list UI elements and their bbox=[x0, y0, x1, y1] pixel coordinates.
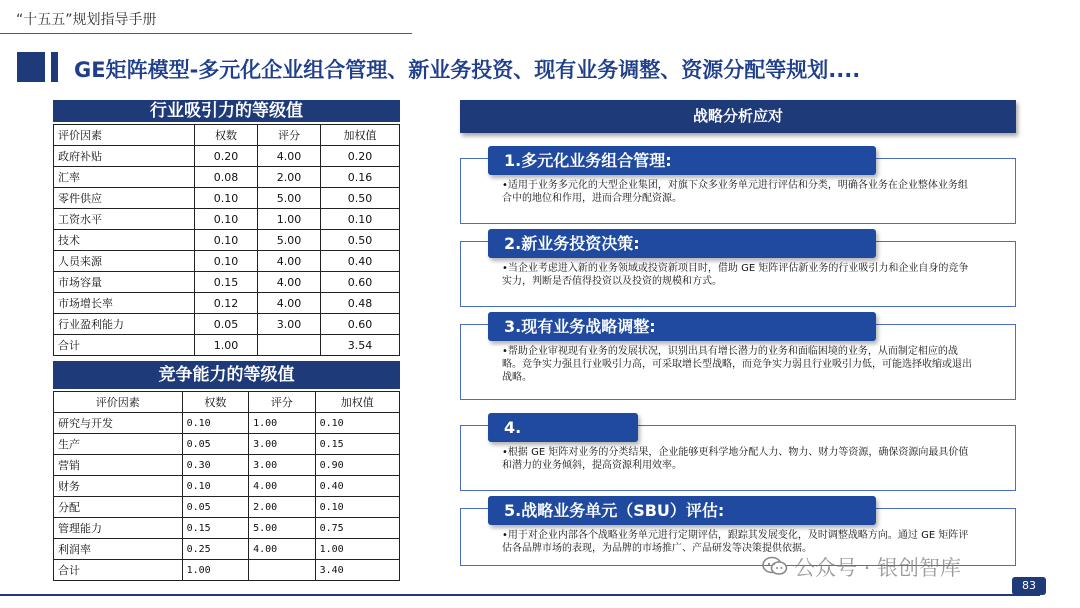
column-header: 评价因素 bbox=[54, 125, 195, 146]
table-cell: 汇率 bbox=[54, 167, 195, 188]
table-cell: 人员来源 bbox=[54, 251, 195, 272]
table-cell: 0.10 bbox=[182, 413, 248, 434]
table-cell: 1.00 bbox=[249, 413, 315, 434]
table-cell: 0.10 bbox=[182, 476, 248, 497]
table-cell: 4.00 bbox=[258, 146, 321, 167]
industry-attractiveness-table bbox=[53, 124, 400, 356]
table-row bbox=[54, 272, 400, 293]
table-cell: 0.16 bbox=[321, 167, 400, 188]
table-row bbox=[54, 539, 400, 560]
table-cell: 0.15 bbox=[195, 272, 258, 293]
header-divider bbox=[0, 33, 412, 34]
table-cell: 0.12 bbox=[195, 293, 258, 314]
strategy-card-3-body: •帮助企业审视现有业务的发展状况，识别出具有增长潜力的业务和面临困境的业务，从而制定相应的战略。竞争实力强且行业吸引力高，可采取增长型战略，而竞争实力弱且行业吸引力低，可能选择收缩或退出战略。 bbox=[502, 346, 972, 383]
table-cell: 4.00 bbox=[249, 539, 315, 560]
table-cell: 管理能力 bbox=[54, 518, 183, 539]
table-cell: 0.48 bbox=[321, 293, 400, 314]
table-cell: 0.20 bbox=[195, 146, 258, 167]
table-cell: 行业盈利能力 bbox=[54, 314, 195, 335]
table-cell: 合计 bbox=[54, 335, 195, 356]
table-cell bbox=[249, 560, 315, 581]
table-cell: 0.10 bbox=[315, 413, 399, 434]
table-cell: 市场容量 bbox=[54, 272, 195, 293]
table-cell: 0.30 bbox=[182, 455, 248, 476]
table-row bbox=[54, 293, 400, 314]
table-row bbox=[54, 230, 400, 251]
table-row bbox=[54, 314, 400, 335]
table-cell bbox=[258, 335, 321, 356]
competitive-ability-table bbox=[53, 391, 400, 581]
table-cell: 3.00 bbox=[258, 314, 321, 335]
handbook-header: “十五五”规划指导手册 bbox=[16, 12, 157, 28]
table-cell: 2.00 bbox=[249, 497, 315, 518]
table-cell: 1.00 bbox=[195, 335, 258, 356]
table-cell: 4.00 bbox=[258, 293, 321, 314]
table-cell: 0.50 bbox=[321, 230, 400, 251]
strategy-card-3-title: 3.现有业务战略调整: bbox=[488, 312, 876, 341]
table-row bbox=[54, 476, 400, 497]
strategy-card-5-body: •用于对企业内部各个战略业务单元进行定期评估，跟踪其发展变化，及时调整战略方向。通过 GE 矩阵评估各品牌市场的表现，为品牌的市场推广、产品研发等决策提供依据。 bbox=[502, 530, 969, 554]
column-header: 评分 bbox=[258, 125, 321, 146]
table-cell: 研究与开发 bbox=[54, 413, 183, 434]
table-cell: 0.60 bbox=[321, 272, 400, 293]
table-cell: 3.40 bbox=[315, 560, 399, 581]
table-cell: 0.20 bbox=[321, 146, 400, 167]
table-cell: 3.00 bbox=[249, 434, 315, 455]
table-row bbox=[54, 167, 400, 188]
table-cell: 5.00 bbox=[258, 230, 321, 251]
table-cell: 分配 bbox=[54, 497, 183, 518]
table-cell: 0.10 bbox=[315, 497, 399, 518]
table-cell: 0.05 bbox=[195, 314, 258, 335]
table-cell: 0.08 bbox=[195, 167, 258, 188]
strategy-card-2-title: 2.新业务投资决策: bbox=[488, 229, 876, 258]
table-row bbox=[54, 209, 400, 230]
table-row bbox=[54, 413, 400, 434]
table-cell: 财务 bbox=[54, 476, 183, 497]
table-cell: 0.05 bbox=[182, 434, 248, 455]
watermark bbox=[762, 552, 961, 582]
table-header-row bbox=[54, 125, 400, 146]
page-number: 83 bbox=[1012, 577, 1046, 595]
table-cell: 0.90 bbox=[315, 455, 399, 476]
table-cell: 0.10 bbox=[195, 251, 258, 272]
table-cell: 利润率 bbox=[54, 539, 183, 560]
table-cell: 0.40 bbox=[315, 476, 399, 497]
table-cell: 0.25 bbox=[182, 539, 248, 560]
table-cell: 4.00 bbox=[258, 251, 321, 272]
table-cell: 技术 bbox=[54, 230, 195, 251]
table-cell: 4.00 bbox=[258, 272, 321, 293]
page-title: GE矩阵模型-多元化企业组合管理、新业务投资、现有业务调整、资源分配等规划.... bbox=[74, 58, 861, 82]
table-cell: 0.10 bbox=[195, 230, 258, 251]
footer-divider bbox=[0, 594, 1040, 596]
table-cell: 0.15 bbox=[315, 434, 399, 455]
strategy-card-2-body: •当企业考虑进入新的业务领域或投资新项目时，借助 GE 矩阵评估新业务的行业吸引力和企业自身的竞争实力，判断是否值得投资以及投资的规模和方式。 bbox=[502, 263, 969, 287]
column-header: 加权值 bbox=[321, 125, 400, 146]
table-cell: 5.00 bbox=[258, 188, 321, 209]
table-cell: 4.00 bbox=[249, 476, 315, 497]
table-row bbox=[54, 518, 400, 539]
table-row bbox=[54, 146, 400, 167]
table-cell: 0.50 bbox=[321, 188, 400, 209]
table-row bbox=[54, 455, 400, 476]
strategy-card-1-title: 1.多元化业务组合管理: bbox=[488, 146, 876, 175]
table-cell: 1.00 bbox=[182, 560, 248, 581]
column-header: 评分 bbox=[249, 392, 315, 413]
column-header: 权数 bbox=[195, 125, 258, 146]
table-cell: 3.54 bbox=[321, 335, 400, 356]
table-row bbox=[54, 497, 400, 518]
table-cell: 2.00 bbox=[258, 167, 321, 188]
table-row bbox=[54, 434, 400, 455]
strategy-card-4-body: •根据 GE 矩阵对业务的分类结果，企业能够更科学地分配人力、物力、财力等资源，确保资源向最具价值和潜力的业务倾斜，提高资源利用效率。 bbox=[502, 447, 969, 471]
table-cell: 0.40 bbox=[321, 251, 400, 272]
table-cell: 5.00 bbox=[249, 518, 315, 539]
table-cell: 0.15 bbox=[182, 518, 248, 539]
table-cell: 生产 bbox=[54, 434, 183, 455]
table-cell: 0.10 bbox=[321, 209, 400, 230]
table-cell: 0.10 bbox=[195, 209, 258, 230]
industry-table-heading: 行业吸引力的等级值 bbox=[53, 100, 400, 122]
table-cell: 3.00 bbox=[249, 455, 315, 476]
table-row bbox=[54, 251, 400, 272]
watermark-text: 公众号 · 银创智库 bbox=[794, 556, 962, 580]
table-cell: 1.00 bbox=[258, 209, 321, 230]
table-cell: 政府补贴 bbox=[54, 146, 195, 167]
table-cell: 合计 bbox=[54, 560, 183, 581]
column-header: 加权值 bbox=[315, 392, 399, 413]
table-cell: 零件供应 bbox=[54, 188, 195, 209]
strategy-card-1-body: •适用于业务多元化的大型企业集团，对旗下众多业务单元进行评估和分类，明确各业务在企业整体业务组合中的地位和作用，进而合理分配资源。 bbox=[502, 180, 968, 204]
competitive-table-heading: 竞争能力的等级值 bbox=[53, 361, 400, 389]
table-row bbox=[54, 188, 400, 209]
strategy-card-4-title: 4. bbox=[488, 413, 638, 442]
table-cell: 1.00 bbox=[315, 539, 399, 560]
column-header: 评价因素 bbox=[54, 392, 183, 413]
table-cell: 营销 bbox=[54, 455, 183, 476]
table-cell: 工资水平 bbox=[54, 209, 195, 230]
table-row bbox=[54, 335, 400, 356]
table-cell: 0.60 bbox=[321, 314, 400, 335]
table-cell: 市场增长率 bbox=[54, 293, 195, 314]
strategy-card-5-title: 5.战略业务单元（SBU）评估: bbox=[488, 496, 876, 525]
column-header: 权数 bbox=[182, 392, 248, 413]
table-header-row bbox=[54, 392, 400, 413]
table-cell: 0.05 bbox=[182, 497, 248, 518]
table-cell: 0.75 bbox=[315, 518, 399, 539]
strategy-heading: 战略分析应对 bbox=[460, 100, 1016, 133]
table-cell: 0.10 bbox=[195, 188, 258, 209]
table-row bbox=[54, 560, 400, 581]
